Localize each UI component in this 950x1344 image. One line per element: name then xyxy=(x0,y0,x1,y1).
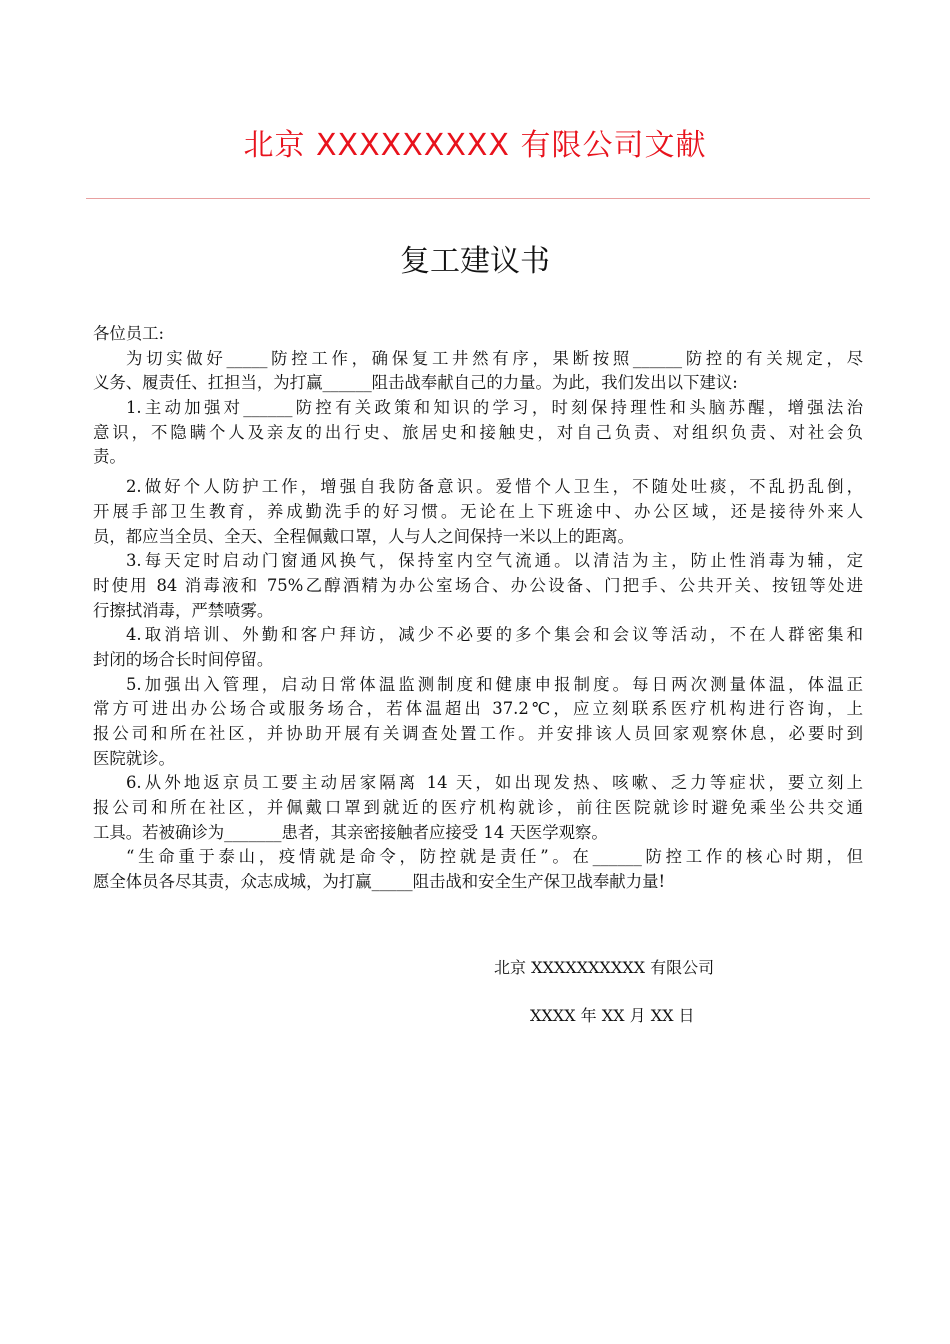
body-line: 报公司和所在社区，并协助开展有关调查处置工作。并安排该人员回家观察休息，必要时到 xyxy=(93,724,863,743)
body-line: 意识，不隐瞒个人及亲友的出行史、旅居史和接触史，对自己负责、对组织负责、对社会负 xyxy=(93,422,863,442)
body-line: 工具。若被确诊为_______患者，其亲密接触者应接受 14 天医学观察。 xyxy=(93,822,608,842)
body-line: 员，都应当全员、全天、全程佩戴口罩，人与人之间保持一米以上的距离。 xyxy=(93,526,634,546)
body-line: 行擦拭消毒，严禁喷雾。 xyxy=(93,600,274,620)
body-line: 开展手部卫生教育，养成勤洗手的好习惯。无论在上下班途中、办公区域，还是接待外来人 xyxy=(93,501,863,521)
document-body xyxy=(93,322,863,895)
greeting: 各位员工: xyxy=(93,324,165,343)
body-line: 3.每天定时启动门窗通风换气，保持室内空气流通。以清洁为主，防止性消毒为辅，定 xyxy=(126,551,863,571)
document-title: 复工建议书 xyxy=(400,244,550,279)
signature-company: 北京 XXXXXXXXXX 有限公司 xyxy=(494,958,715,977)
letterhead: 北京 XXXXXXXXX 有限公司文献 xyxy=(243,128,707,163)
letterhead-rule xyxy=(86,198,870,199)
body-line: 2.做好个人防护工作，增强自我防备意识。爱惜个人卫生，不随处吐痰，不乱扔乱倒， xyxy=(126,477,863,497)
body-line: 5.加强出入管理，启动日常体温监测制度和健康申报制度。每日两次测量体温，体温正 xyxy=(126,674,863,694)
body-line: 愿全体员各尽其责，众志成城，为打赢_____阻击战和安全生产保卫战奉献力量! xyxy=(93,872,666,892)
body-line: 6.从外地返京员工要主动居家隔离 14 天，如出现发热、咳嗽、乏力等症状，要立刻上 xyxy=(126,773,863,793)
body-line: 医院就诊。 xyxy=(93,748,175,768)
body-line: 1.主动加强对______防控有关政策和知识的学习，时刻保持理性和头脑苏醒，增强法治 xyxy=(126,398,863,418)
signature-date: XXXX 年 XX 月 XX 日 xyxy=(530,1006,695,1025)
body-line: 报公司和所在社区，并佩戴口罩到就近的医疗机构就诊，前往医院就诊时避免乘坐公共交通 xyxy=(93,798,863,818)
body-line: 时使用 84 消毒液和 75%乙醇酒精为办公室场合、办公设备、门把手、公共开关、按钮等处进 xyxy=(93,575,863,595)
body-line: 常方可进出办公场合或服务场合，若体温超出 37.2℃，应立刻联系医疗机构进行咨询，上 xyxy=(93,699,863,719)
body-line: 责。 xyxy=(93,447,126,467)
body-line: “生命重于泰山，疫情就是命令，防控就是责任”。在______防控工作的核心时期，但 xyxy=(126,847,863,867)
body-line: 4.取消培训、外勤和客户拜访，减少不必要的多个集会和会议等活动，不在人群密集和 xyxy=(126,625,863,645)
body-line: 义务、履责任、扛担当，为打赢______阻击战奉献自己的力量。为此，我们发出以下建议: xyxy=(93,373,738,393)
body-line: 为切实做好_____防控工作，确保复工井然有序，果断按照______防控的有关规定，尽 xyxy=(126,348,863,368)
body-line: 封闭的场合长时间停留。 xyxy=(93,649,274,669)
